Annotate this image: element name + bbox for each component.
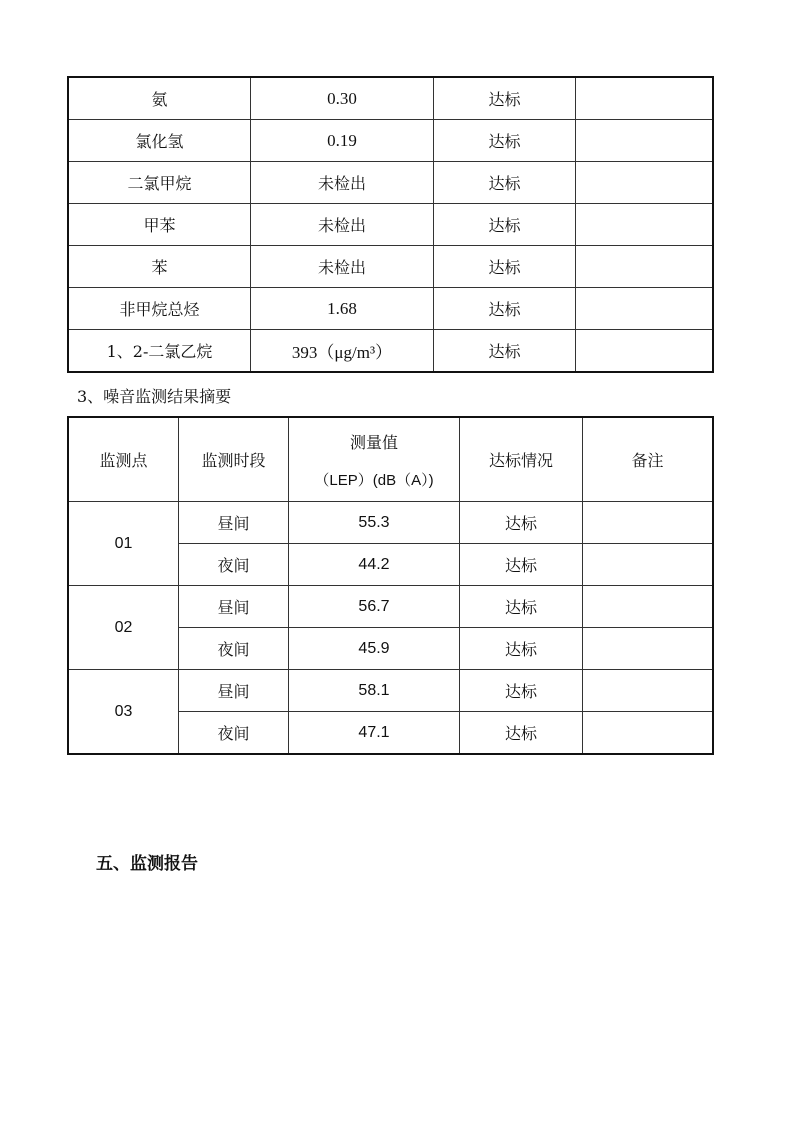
- pollutant-status: 达标: [434, 162, 576, 204]
- compliance-status: 达标: [460, 586, 583, 628]
- section-heading-noise-summary: 3、噪音监测结果摘要: [77, 387, 232, 406]
- pollutant-note: [576, 288, 714, 330]
- period: 夜间: [179, 628, 289, 670]
- noise-results-table: [67, 416, 714, 755]
- period: 夜间: [179, 712, 289, 755]
- period: 昼间: [179, 502, 289, 544]
- monitoring-point-id: 01: [68, 502, 179, 586]
- pollutant-note: [576, 120, 714, 162]
- compliance-status: 达标: [460, 544, 583, 586]
- remark: [583, 502, 714, 544]
- pollutant-status: 达标: [434, 330, 576, 373]
- period: 昼间: [179, 586, 289, 628]
- table-row: [68, 77, 713, 120]
- pollutant-status: 达标: [434, 204, 576, 246]
- period: 夜间: [179, 544, 289, 586]
- monitoring-point-id: 02: [68, 586, 179, 670]
- pollutant-status: 达标: [434, 288, 576, 330]
- measured-value: 45.9: [289, 628, 460, 670]
- pollutant-status: 达标: [434, 246, 576, 288]
- pollutant-value: 未检出: [251, 246, 434, 288]
- compliance-status: 达标: [460, 502, 583, 544]
- pollutant-status: 达标: [434, 77, 576, 120]
- header-monitoring-point: 监测点: [68, 417, 179, 502]
- pollutant-name: 氯化氢: [68, 120, 251, 162]
- compliance-status: 达标: [460, 712, 583, 755]
- pollutant-value: 0.30: [251, 77, 434, 120]
- table-row: [68, 586, 713, 628]
- measured-value: 58.1: [289, 670, 460, 712]
- header-compliance: 达标情况: [460, 417, 583, 502]
- pollutant-value: 未检出: [251, 162, 434, 204]
- pollutant-name: 甲苯: [68, 204, 251, 246]
- pollutant-value: 393（μg/m³）: [251, 330, 434, 373]
- table-row: [68, 330, 713, 373]
- measured-value: 55.3: [289, 502, 460, 544]
- table-row: [68, 288, 713, 330]
- measured-value: 44.2: [289, 544, 460, 586]
- section-heading-monitoring-report: 五、监测报告: [96, 854, 198, 874]
- compliance-status: 达标: [460, 628, 583, 670]
- pollutant-name: 1、2-二氯乙烷: [68, 330, 251, 373]
- pollutant-note: [576, 77, 714, 120]
- remark: [583, 628, 714, 670]
- pollutant-name: 二氯甲烷: [68, 162, 251, 204]
- pollutant-name: 氨: [68, 77, 251, 120]
- remark: [583, 544, 714, 586]
- table-row: [68, 162, 713, 204]
- pollutant-status: 达标: [434, 120, 576, 162]
- measured-value: 56.7: [289, 586, 460, 628]
- pollutant-value: 1.68: [251, 288, 434, 330]
- table-row: [68, 502, 713, 544]
- pollutant-note: [576, 162, 714, 204]
- header-measured-value-unit: （LEP）(dB（A）): [314, 471, 434, 489]
- header-remarks: 备注: [583, 417, 714, 502]
- pollutant-results-table: [67, 76, 714, 373]
- monitoring-point-id: 03: [68, 670, 179, 755]
- pollutant-name: 非甲烷总烃: [68, 288, 251, 330]
- header-measured-value: [289, 417, 460, 502]
- header-monitoring-period: 监测时段: [179, 417, 289, 502]
- pollutant-name: 苯: [68, 246, 251, 288]
- remark: [583, 586, 714, 628]
- table-row: [68, 246, 713, 288]
- table-header-row: [68, 417, 713, 502]
- table-row: [68, 120, 713, 162]
- header-measured-value-line1: 测量值: [349, 432, 398, 452]
- pollutant-value: 未检出: [251, 204, 434, 246]
- pollutant-note: [576, 330, 714, 373]
- measured-value: 47.1: [289, 712, 460, 755]
- pollutant-value: 0.19: [251, 120, 434, 162]
- table-row: [68, 670, 713, 712]
- remark: [583, 712, 714, 755]
- period: 昼间: [179, 670, 289, 712]
- remark: [583, 670, 714, 712]
- pollutant-note: [576, 204, 714, 246]
- pollutant-note: [576, 246, 714, 288]
- compliance-status: 达标: [460, 670, 583, 712]
- table-row: [68, 204, 713, 246]
